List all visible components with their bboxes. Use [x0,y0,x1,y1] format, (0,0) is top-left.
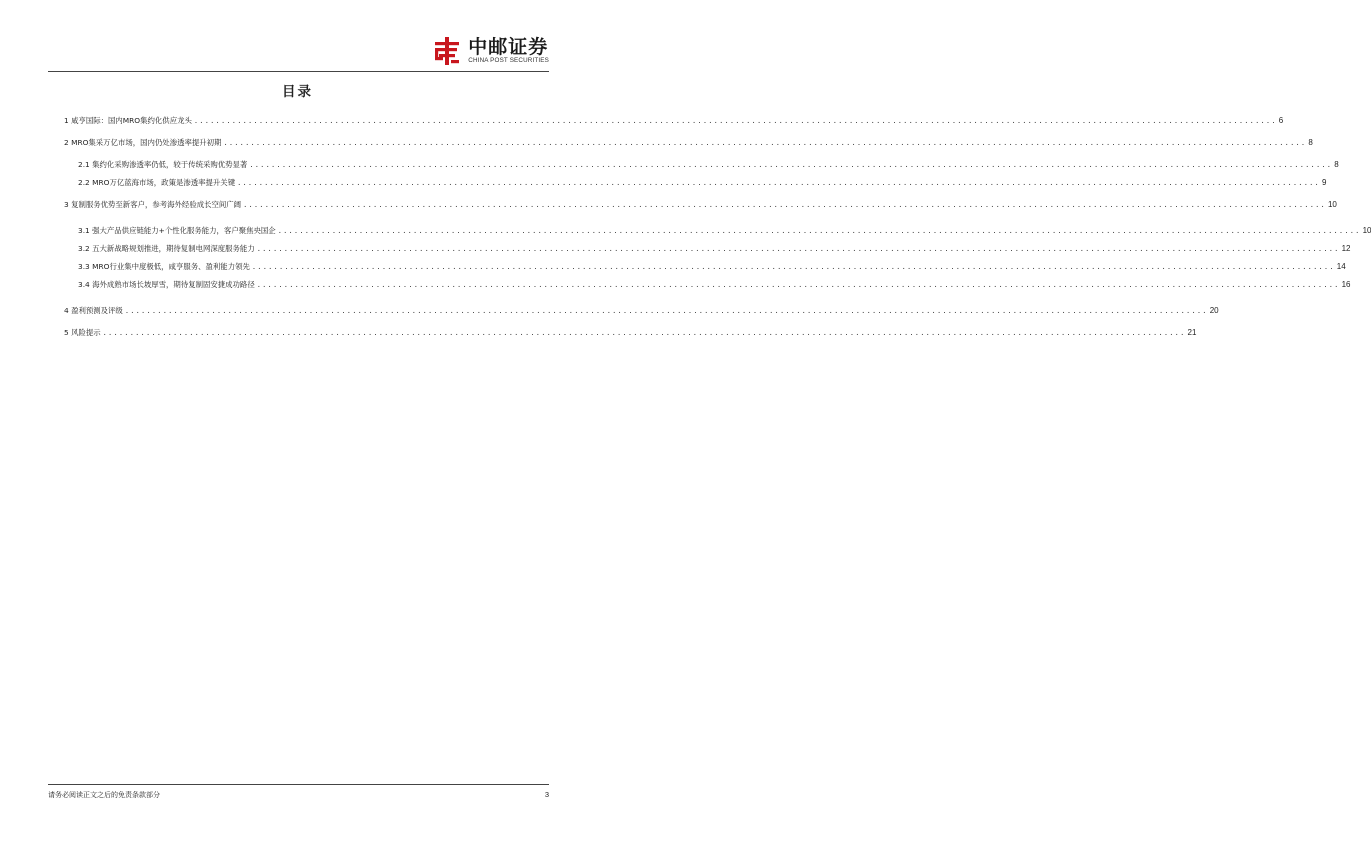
toc-entry-number: 3.3 [78,262,93,271]
toc-entry-number: 3.1 [78,226,93,235]
toc-title: 目录 [282,84,313,100]
toc-dot-leader: ........................................................................................................................................................................................................ [237,179,1320,187]
toc-dot-leader: ........................................................................................................................................................................................................ [223,139,1307,147]
toc-entry-title: 咸亨国际：国内MRO集约化供应龙头 [71,116,192,125]
toc-entry[interactable] [64,326,1197,340]
toc-entry-number: 2.1 [78,160,93,169]
toc-entry[interactable] [78,158,1339,172]
footer-divider [48,784,549,785]
toc-entry-title: 海外成熟市场长坡厚雪，期待复制固安捷成功路径 [92,280,255,289]
toc-entry-page: 8 [1308,138,1313,147]
page-footer [48,784,549,800]
toc-entry-page: 6 [1278,116,1284,125]
logo-english-name: CHINA POST SECURITIES [468,57,549,64]
toc-entry-title: MRO集采万亿市场，国内仍处渗透率提升初期 [71,138,222,147]
toc-entry-number: 5 [64,328,72,337]
disclaimer-note: 请务必阅读正文之后的免责条款部分 [48,791,160,799]
logo-chinese-name: 中邮证券 [468,36,549,58]
toc-entry-page: 10 [1362,226,1371,235]
toc-entry-page: 20 [1209,306,1219,315]
toc-entry[interactable] [78,260,1346,274]
toc-entry-title: MRO万亿蓝海市场，政策是渗透率提升关键 [92,178,236,187]
toc-dot-leader: ........................................................................................................................................................................................................ [243,201,1326,209]
toc-dot-leader: ........................................................................................................................................................................................................ [277,227,1361,235]
toc-entry-page: 9 [1321,178,1327,187]
toc-entry[interactable] [78,278,1351,292]
toc-entry-number: 4 [64,306,72,315]
toc-dot-leader: ........................................................................................................................................................................................................ [193,117,1277,125]
toc-entry-title: MRO行业集中度极低，咸亨服务、盈利能力领先 [92,262,250,271]
page-number: 3 [544,790,549,799]
toc-entry-title: 五大新战略规划推进，期待复制电网深度服务能力 [92,244,255,253]
toc-dot-leader: ........................................................................................................................................................................................................ [251,263,1335,271]
header-divider [48,71,549,72]
toc-dot-leader: ........................................................................................................................................................................................................ [249,161,1333,169]
toc-entry-number: 1 [64,116,72,125]
toc-entry-page: 12 [1341,244,1351,253]
page-header [48,30,549,72]
toc-entry-number: 3.2 [78,244,93,253]
toc-entry-page: 10 [1327,200,1337,209]
toc-entry[interactable] [64,198,1337,212]
company-logo [432,34,549,68]
toc-entry[interactable] [78,242,1351,256]
toc-dot-leader: ........................................................................................................................................................................................................ [124,307,1208,315]
toc-dot-leader: ........................................................................................................................................................................................................ [256,245,1340,253]
toc-entry-page: 14 [1336,262,1346,271]
toc-dot-leader: ........................................................................................................................................................................................................ [256,281,1340,289]
toc-entry-title: 强大产品供应链能力+个性化服务能力，客户聚焦央国企 [92,226,276,235]
toc-entry-title: 盈利预测及评级 [71,306,123,315]
toc-entry-page: 16 [1341,280,1351,289]
toc-entry[interactable] [78,224,1371,238]
toc-entry-number: 3 [64,200,72,209]
toc-dot-leader: ........................................................................................................................................................................................................ [102,329,1186,337]
toc-entry[interactable] [64,136,1313,150]
toc-entry-page: 21 [1187,328,1197,337]
toc-entry-title: 复制服务优势至新客户，参考海外经验成长空间广阔 [71,200,242,209]
toc-entry-page: 8 [1334,160,1339,169]
toc-entry[interactable] [64,304,1219,318]
toc-entry-title: 风险提示 [71,328,101,337]
toc-entry-number: 2.2 [78,178,93,187]
toc-entry[interactable] [64,114,1284,128]
toc-entry-number: 3.4 [78,280,93,289]
toc-entry[interactable] [78,176,1327,190]
china-post-logo-icon [432,36,462,66]
toc-entry-number: 2 [64,138,72,147]
toc-entry-title: 集约化采购渗透率仍低，较于传统采购优势显著 [92,160,248,169]
